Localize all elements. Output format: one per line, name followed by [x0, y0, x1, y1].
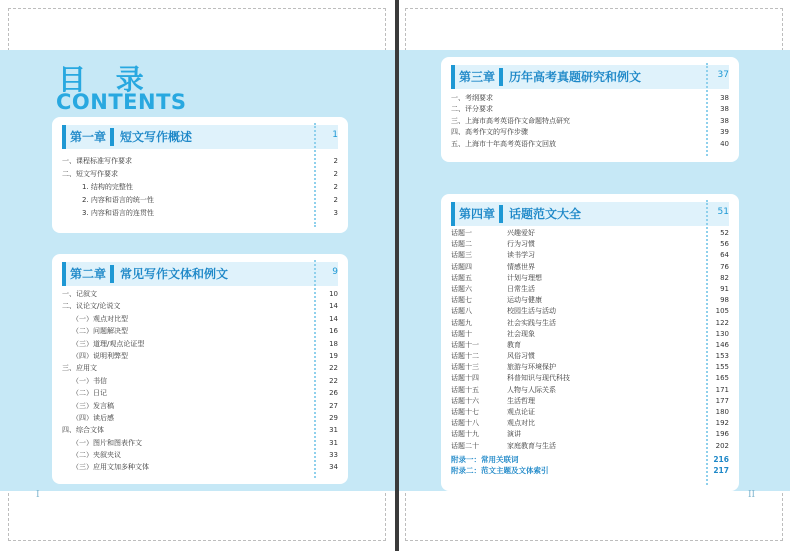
toc-entry-label: 话题十六	[451, 396, 479, 405]
toc-entry-page: 18	[329, 339, 338, 348]
toc-entry-page: 38	[720, 105, 729, 114]
toc-entry[interactable]	[451, 441, 729, 452]
toc-entry[interactable]	[62, 449, 338, 461]
toc-entry-topic: 日常生活	[507, 284, 535, 293]
toc-entry[interactable]	[62, 338, 338, 350]
toc-entry-page: 153	[715, 352, 729, 361]
toc-entry-page: 3	[333, 209, 338, 217]
toc-entry-label: （一）观点对比型	[72, 314, 128, 323]
chapter-number: 第二章	[70, 267, 107, 281]
toc-entry-page: 180	[715, 408, 729, 416]
chapter-page: 9	[332, 267, 338, 277]
toc-entry-topic: 演讲	[507, 430, 521, 439]
toc-entry[interactable]	[62, 350, 338, 362]
toc-entry-topic: 兴趣爱好	[507, 229, 535, 237]
appendix-page: 216	[713, 454, 729, 464]
toc-entry[interactable]	[62, 207, 338, 220]
chapter-separator	[499, 205, 503, 223]
toc-entry-label: 一、考纲要求	[451, 94, 493, 102]
toc-entry-label: （三）道理/观点论证型	[72, 339, 145, 348]
toc-entry-label: 二、短文写作要求	[62, 170, 118, 178]
toc-entry-page: 10	[329, 290, 338, 298]
toc-entry-label: 话题八	[451, 307, 472, 316]
toc-entry-topic: 风俗习惯	[507, 352, 535, 361]
toc-entry-label: 话题一	[451, 229, 472, 237]
chapter-4-card	[441, 194, 739, 491]
chapter-header	[451, 202, 729, 228]
appendix-page: 217	[713, 465, 729, 475]
toc-entry-page: 165	[715, 374, 729, 383]
toc-entry-page: 2	[333, 183, 338, 191]
chapter-2-card	[52, 254, 348, 484]
toc-entry[interactable]	[451, 262, 729, 273]
toc-entry[interactable]	[62, 181, 338, 194]
toc-entry-page: 33	[329, 451, 338, 460]
toc-entry-label: 话题六	[451, 284, 472, 293]
toc-entry-topic: 教育	[507, 340, 521, 349]
chapter-3-entries	[451, 93, 729, 150]
chapter-3-card	[441, 57, 739, 162]
toc-entry-label: 二、议论文/论说文	[62, 302, 121, 311]
toc-entry[interactable]	[451, 318, 729, 329]
toc-entry-page: 76	[720, 262, 729, 271]
toc-entry[interactable]	[451, 373, 729, 384]
toc-entry-label: 话题十	[451, 329, 472, 338]
toc-entry-topic: 情感世界	[507, 262, 535, 271]
toc-entry-label: 话题十二	[451, 352, 479, 361]
toc-entry-label: 话题二十	[451, 441, 479, 450]
toc-entry-page: 196	[715, 430, 729, 439]
toc-entry-label: （二）问题解决型	[72, 327, 128, 336]
appendix-entry[interactable]	[451, 454, 729, 465]
chapter-title: 历年高考真题研究和例文	[509, 70, 642, 84]
toc-entry[interactable]	[451, 250, 729, 261]
toc-entry-page: 64	[720, 251, 729, 260]
toc-entry-label: 一、记叙文	[62, 290, 97, 298]
toc-entry-page: 82	[720, 273, 729, 282]
toc-entry-page: 91	[720, 284, 729, 293]
chapter-separator	[110, 265, 114, 283]
toc-entry-label: 3. 内容和语言的连贯性	[82, 209, 154, 217]
toc-entry[interactable]	[451, 407, 729, 418]
toc-entry-label: 话题十九	[451, 430, 479, 439]
toc-entry-label: 2. 内容和语言的统一性	[82, 196, 154, 204]
chapter-separator	[110, 128, 114, 146]
toc-entry-label: 四、高考作文的写作步骤	[451, 128, 528, 137]
toc-entry[interactable]	[451, 429, 729, 440]
toc-entry[interactable]	[62, 313, 338, 325]
toc-entry-label: 话题九	[451, 318, 472, 327]
toc-entry-page: 29	[329, 413, 338, 422]
toc-entry-label: （四）读后感	[72, 413, 114, 422]
toc-entry-page: 122	[715, 318, 729, 327]
toc-entry-label: （一）书信	[72, 376, 107, 385]
toc-entry[interactable]	[451, 351, 729, 362]
toc-entry-topic: 生活哲理	[507, 396, 535, 405]
toc-entry[interactable]	[451, 362, 729, 373]
chapter-1-entries	[62, 155, 338, 220]
chapter-title: 短文写作概述	[120, 130, 193, 144]
toc-entry[interactable]	[451, 396, 729, 407]
chapter-title: 话题范文大全	[509, 207, 582, 221]
toc-entry-label: 三、上海市高考英语作文命题特点研究	[451, 116, 570, 125]
toc-entry-topic: 读书学习	[507, 251, 535, 260]
toc-entry-page: 38	[720, 94, 729, 102]
toc-entry-topic: 人物与人际关系	[507, 385, 556, 394]
chapter-page: 37	[717, 70, 729, 80]
toc-entry-label: 三、应用文	[62, 364, 97, 373]
appendix-label: 附录二：范文主题及文体索引	[451, 465, 549, 475]
toc-entry[interactable]	[451, 228, 729, 239]
toc-entry-topic: 运动与健康	[507, 296, 542, 305]
toc-entry-label: 话题四	[451, 262, 472, 271]
toc-entry-label: （三）应用文加多种文体	[72, 463, 149, 472]
toc-entry-page: 39	[720, 128, 729, 137]
toc-entry[interactable]	[451, 116, 729, 127]
contents-title-en: CONTENTS	[56, 90, 187, 114]
chapter-2-entries	[62, 288, 338, 474]
toc-entry-page: 177	[715, 396, 729, 405]
chapter-number: 第一章	[70, 130, 107, 144]
chapter-number: 第三章	[459, 70, 496, 84]
toc-entry-page: 192	[715, 419, 729, 428]
chapter-header	[62, 125, 338, 151]
toc-entry[interactable]	[451, 295, 729, 306]
toc-entry[interactable]	[451, 340, 729, 351]
toc-entry[interactable]	[451, 385, 729, 396]
toc-entry[interactable]	[451, 127, 729, 138]
toc-entry-page: 146	[715, 340, 729, 349]
chapter-page: 51	[717, 207, 729, 217]
toc-entry-page: 105	[715, 307, 729, 316]
toc-entry-label: （一）图片和图表作文	[72, 438, 142, 447]
chapter-number: 第四章	[459, 207, 496, 221]
toc-entry[interactable]	[62, 387, 338, 399]
chapter-header	[451, 65, 729, 91]
toc-entry-label: 话题十四	[451, 374, 479, 383]
toc-entry-label: 话题十七	[451, 408, 479, 416]
toc-entry[interactable]	[62, 300, 338, 312]
toc-entry[interactable]	[62, 194, 338, 207]
toc-entry[interactable]	[62, 362, 338, 374]
toc-entry[interactable]	[62, 424, 338, 436]
toc-entry-page: 14	[329, 314, 338, 323]
appendix-label: 附录一：常用关联词	[451, 454, 519, 464]
toc-entry-page: 56	[720, 240, 729, 249]
toc-entry-page: 22	[329, 376, 338, 385]
toc-entry-topic: 行为习惯	[507, 240, 535, 249]
appendix-entry[interactable]	[451, 465, 729, 476]
toc-entry-page: 2	[333, 157, 338, 165]
toc-entry-label: 话题七	[451, 296, 472, 305]
toc-entry-page: 16	[329, 327, 338, 336]
toc-entry-label: 二、评分要求	[451, 105, 493, 114]
toc-entry-topic: 观点论证	[507, 408, 535, 416]
toc-entry-label: 一、课程标准写作要求	[62, 157, 132, 165]
toc-entry[interactable]	[451, 329, 729, 340]
toc-entry[interactable]	[451, 284, 729, 295]
right-page	[399, 0, 790, 551]
toc-entry-page: 98	[720, 296, 729, 305]
toc-entry[interactable]	[451, 273, 729, 284]
toc-entry-topic: 科普知识与现代科技	[507, 374, 570, 383]
chapter-header	[62, 262, 338, 288]
toc-entry-page: 31	[329, 426, 338, 435]
toc-entry-page: 155	[715, 363, 729, 372]
toc-entry-label: 话题十五	[451, 385, 479, 394]
toc-entry[interactable]	[451, 306, 729, 317]
toc-entry[interactable]	[451, 104, 729, 115]
contents-title-cn: 目 录	[58, 63, 154, 96]
toc-entry-page: 34	[329, 463, 338, 472]
toc-entry[interactable]	[62, 155, 338, 168]
toc-entry-page: 2	[333, 170, 338, 178]
toc-entry-label: 话题三	[451, 251, 472, 260]
chapter-page: 1	[332, 130, 338, 140]
toc-entry-label: （二）日记	[72, 389, 107, 398]
toc-entry-page: 26	[329, 389, 338, 398]
left-folio: I	[36, 490, 40, 500]
toc-entry[interactable]	[451, 239, 729, 250]
toc-entry[interactable]	[451, 418, 729, 429]
toc-entry-page: 38	[720, 116, 729, 125]
toc-entry-label: 话题十三	[451, 363, 479, 372]
toc-entry-page: 14	[329, 302, 338, 311]
toc-entry-label: （三）发言稿	[72, 401, 114, 410]
toc-entry-page: 202	[715, 441, 729, 450]
toc-entry-label: 话题十八	[451, 419, 479, 428]
toc-entry-label: （二）夹叙夹议	[72, 451, 121, 460]
toc-entry-page: 27	[329, 401, 338, 410]
right-folio: II	[748, 490, 756, 500]
toc-entry[interactable]	[62, 437, 338, 449]
toc-entry-page: 31	[329, 438, 338, 447]
toc-entry-topic: 观点对比	[507, 419, 535, 428]
toc-entry[interactable]	[451, 93, 729, 104]
toc-entry-label: 1. 结构的完整性	[82, 183, 133, 191]
toc-entry-page: 171	[715, 385, 729, 394]
toc-entry-topic: 校园生活与活动	[507, 307, 556, 316]
toc-entry-page: 19	[329, 351, 338, 360]
toc-entry-label: 话题二	[451, 240, 472, 249]
toc-entry-page: 22	[329, 364, 338, 373]
toc-entry[interactable]	[62, 400, 338, 412]
toc-entry-label: 话题十一	[451, 340, 479, 349]
chapter-4-entries	[451, 228, 729, 476]
toc-entry-page: 52	[720, 229, 729, 237]
toc-entry[interactable]	[62, 168, 338, 181]
toc-entry[interactable]	[62, 461, 338, 473]
toc-entry[interactable]	[62, 325, 338, 337]
toc-entry-label: （四）说明利弊型	[72, 351, 128, 360]
toc-entry-label: 四、综合文体	[62, 426, 104, 435]
toc-entry-page: 40	[720, 139, 729, 148]
toc-entry-topic: 家庭教育与生活	[507, 441, 556, 450]
toc-entry-topic: 旅游与环境保护	[507, 363, 556, 372]
toc-entry-topic: 社会实践与生活	[507, 318, 556, 327]
toc-entry-label: 话题五	[451, 273, 472, 282]
toc-entry-page: 2	[333, 196, 338, 204]
toc-entry-label: 五、上海市十年高考英语作文回放	[451, 139, 556, 148]
chapter-title: 常见写作文体和例文	[120, 267, 229, 281]
toc-entry[interactable]	[62, 288, 338, 300]
toc-entry-topic: 社会现象	[507, 329, 535, 338]
toc-entry[interactable]	[451, 139, 729, 150]
toc-entry[interactable]	[62, 375, 338, 387]
toc-entry-topic: 计划与理想	[507, 273, 542, 282]
toc-entry-page: 130	[715, 329, 729, 338]
chapter-1-card	[52, 117, 348, 233]
chapter-separator	[499, 68, 503, 86]
toc-entry[interactable]	[62, 412, 338, 424]
